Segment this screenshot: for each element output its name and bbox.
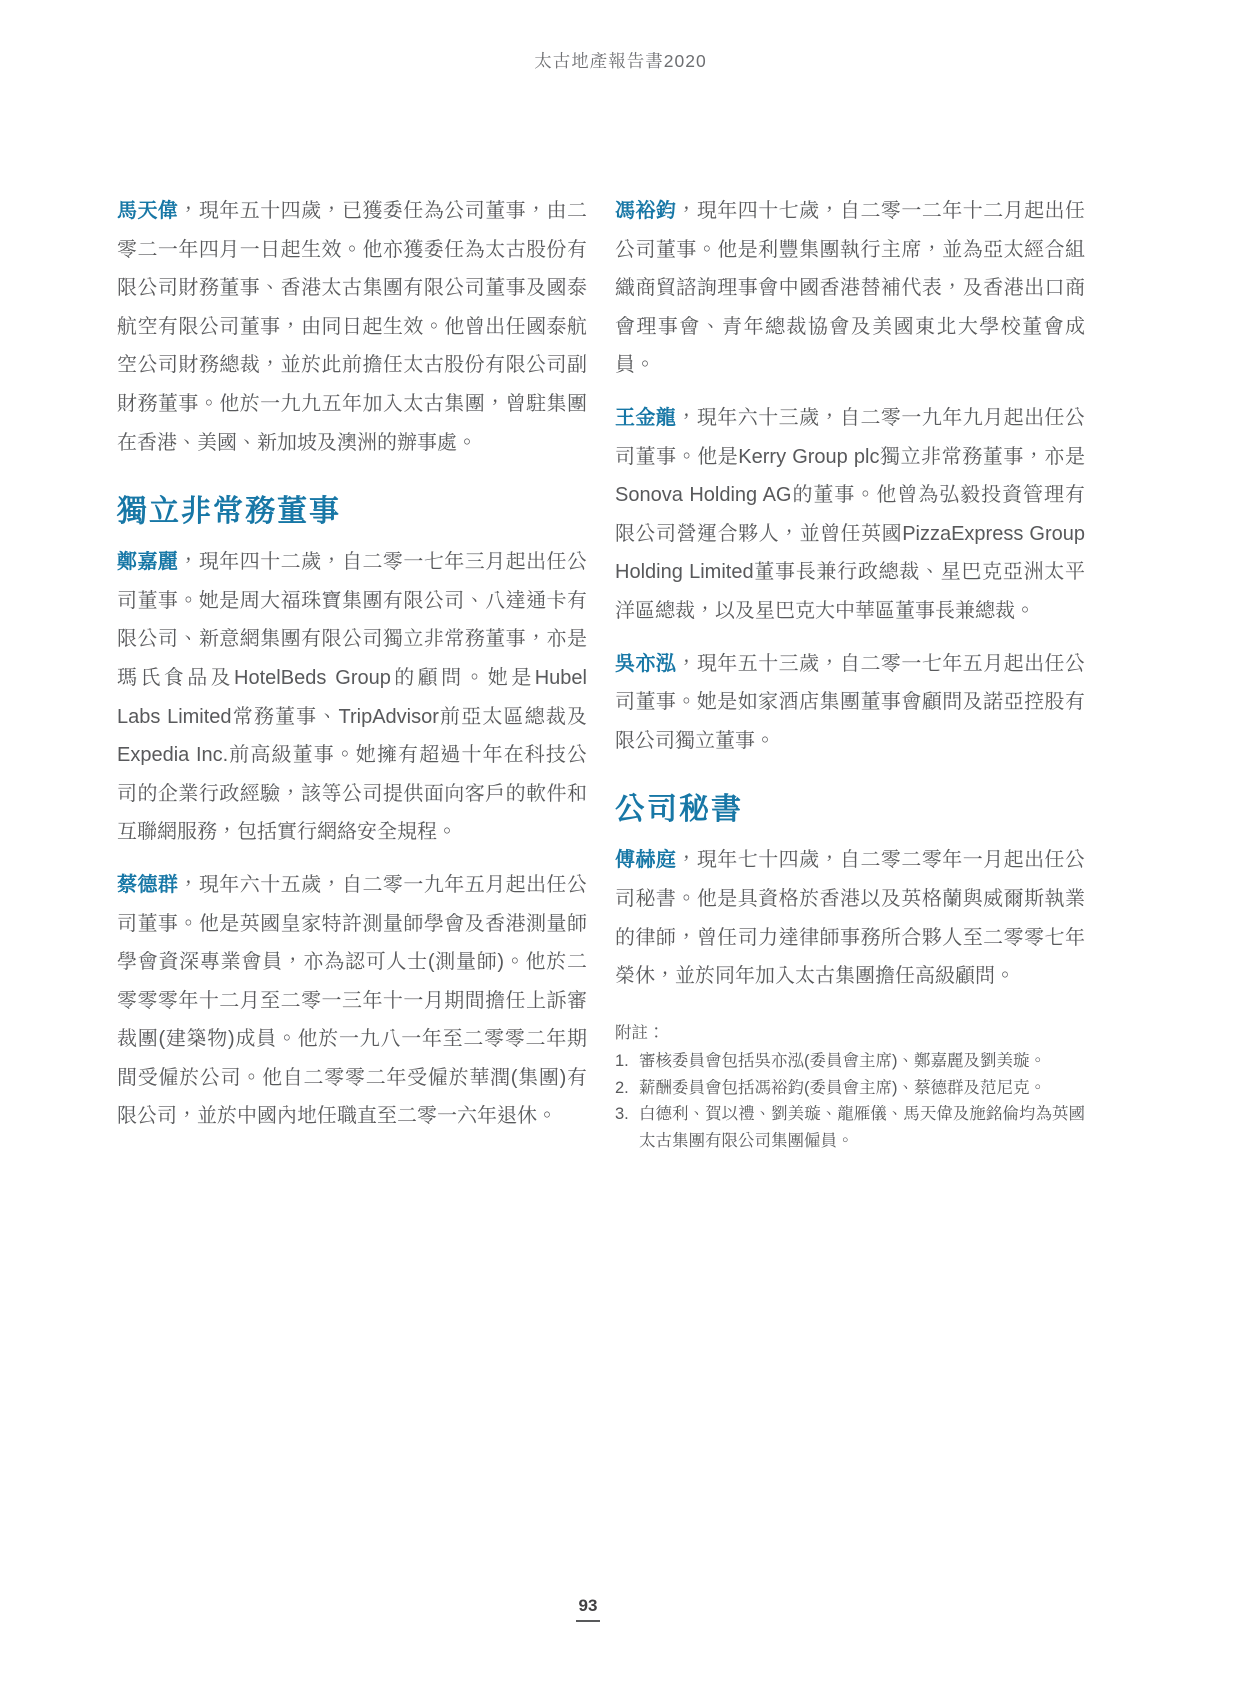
page-number: 93: [576, 1596, 601, 1622]
bio-paragraph-cheng: [117, 543, 587, 852]
footnote-3-text: 白德利、賀以禮、劉美璇、龍雁儀、馬天偉及施銘倫均為英國太古集團有限公司集團僱員。: [639, 1105, 1085, 1150]
footnote-1-text: 審核委員會包括吳亦泓(委員會主席)、鄭嘉麗及劉美璇。: [639, 1052, 1046, 1071]
footnote-2: [615, 1075, 1085, 1102]
footnote-3-number: 3.: [615, 1105, 629, 1124]
bio-paragraph-ma: [117, 192, 587, 462]
secretary-name-fu: 傅赫庭: [615, 849, 677, 872]
footnotes-label: 附註：: [615, 1023, 665, 1042]
report-header-title: 太古地產報告書2020: [534, 51, 707, 71]
bio-paragraph-fu: [615, 841, 1085, 995]
right-column: [615, 192, 1085, 1154]
bio-text-fung: ，現年四十七歲，自二零一二年十二月起出任公司董事。他是利豐集團執行主席，並為亞太經合組織商貿諮詢理事會中國香港替補代表，及香港出口商會理事會、青年總裁協會及美國東北大學校董會成員。: [615, 200, 1086, 377]
bio-text-wang: ，現年六十三歲，自二零一九年九月起出任公司董事。他是Kerry Group plc獨立非常務董事，亦是Sonova Holding AG的董事。他曾為弘毅投資管理有限公司營運合夥人，並曾任英國PizzaExpress Group Holding Limited董事長兼行政總裁、星巴克亞洲太平洋區總裁，以及星巴克大中華區董事長兼總裁。: [615, 406, 1086, 622]
two-column-content: [117, 192, 1085, 1154]
bio-paragraph-choy: [117, 866, 587, 1136]
footnote-2-number: 2.: [615, 1078, 629, 1097]
footnote-1: [615, 1048, 1085, 1075]
section-heading-independent-neds: 獨立非常務董事: [117, 495, 341, 529]
director-name-ma: 馬天偉: [117, 200, 179, 222]
director-name-wu: 吳亦泓: [615, 652, 677, 675]
bio-text-wu: ，現年五十三歲，自二零一七年五月起出任公司董事。她是如家酒店集團董事會顧問及諾亞控股有限公司獨立董事。: [615, 652, 1086, 752]
bio-text-cheng: ，現年四十二歲，自二零一七年三月起出任公司董事。她是周大福珠寶集團有限公司、八達通卡有限公司、新意網集團有限公司獨立非常務董事，亦是瑪氏食品及HotelBeds Group的顧問。她是Hubel Labs Limited常務董事、TripAdvisor前亞太區總裁及Expedia Inc.前高級董事。她擁有超過十年在科技公司的企業行政經驗，該等公司提供面向客戶的軟件和互聯網服務，包括實行網絡安全規程。: [117, 551, 588, 844]
bio-paragraph-wang: [615, 399, 1085, 631]
director-name-cheng: 鄭嘉麗: [117, 551, 179, 574]
footnote-1-number: 1.: [615, 1052, 629, 1071]
page-footer: [0, 1596, 1176, 1622]
bio-text-fu: ，現年七十四歲，自二零二零年一月起出任公司秘書。他是具資格於香港以及英格蘭與威爾斯執業的律師，曾任司力達律師事務所合夥人至二零零七年榮休，並於同年加入太古集團擔任高級顧問。: [615, 849, 1086, 988]
left-column: [117, 192, 587, 1154]
section-heading-company-secretary: 公司秘書: [615, 793, 743, 827]
bio-paragraph-fung: [615, 192, 1085, 385]
bio-paragraph-wu: [615, 645, 1085, 761]
bio-text-choy: ，現年六十五歲，自二零一九年五月起出任公司董事。他是英國皇家特許測量師學會及香港測量師學會資深專業會員，亦為認可人士(測量師)。他於二零零零年十二月至二零一三年十一月期間擔任上訴審裁團(建築物)成員。他於一九八一年至二零零二年期間受僱於公司。他自二零零二年受僱於華潤(集團)有限公司，並於中國內地任職直至二零一六年退休。: [117, 873, 588, 1128]
director-name-wang: 王金龍: [615, 406, 677, 429]
footnote-3: [615, 1101, 1085, 1154]
footnote-2-text: 薪酬委員會包括馮裕鈞(委員會主席)、蔡德群及范尼克。: [639, 1078, 1046, 1097]
bio-text-ma: ，現年五十四歲，已獲委任為公司董事，由二零二一年四月一日起生效。他亦獲委任為太古股份有限公司財務董事、香港太古集團有限公司董事及國泰航空有限公司董事，由同日起生效。他曾出任國泰航空公司財務總裁，並於此前擔任太古股份有限公司副財務董事。他於一九九五年加入太古集團，曾駐集團在香港、美國、新加坡及澳洲的辦事處。: [117, 200, 588, 454]
director-name-choy: 蔡德群: [117, 873, 179, 896]
director-name-fung: 馮裕鈞: [615, 200, 677, 222]
footnotes-block: [615, 1020, 1085, 1155]
